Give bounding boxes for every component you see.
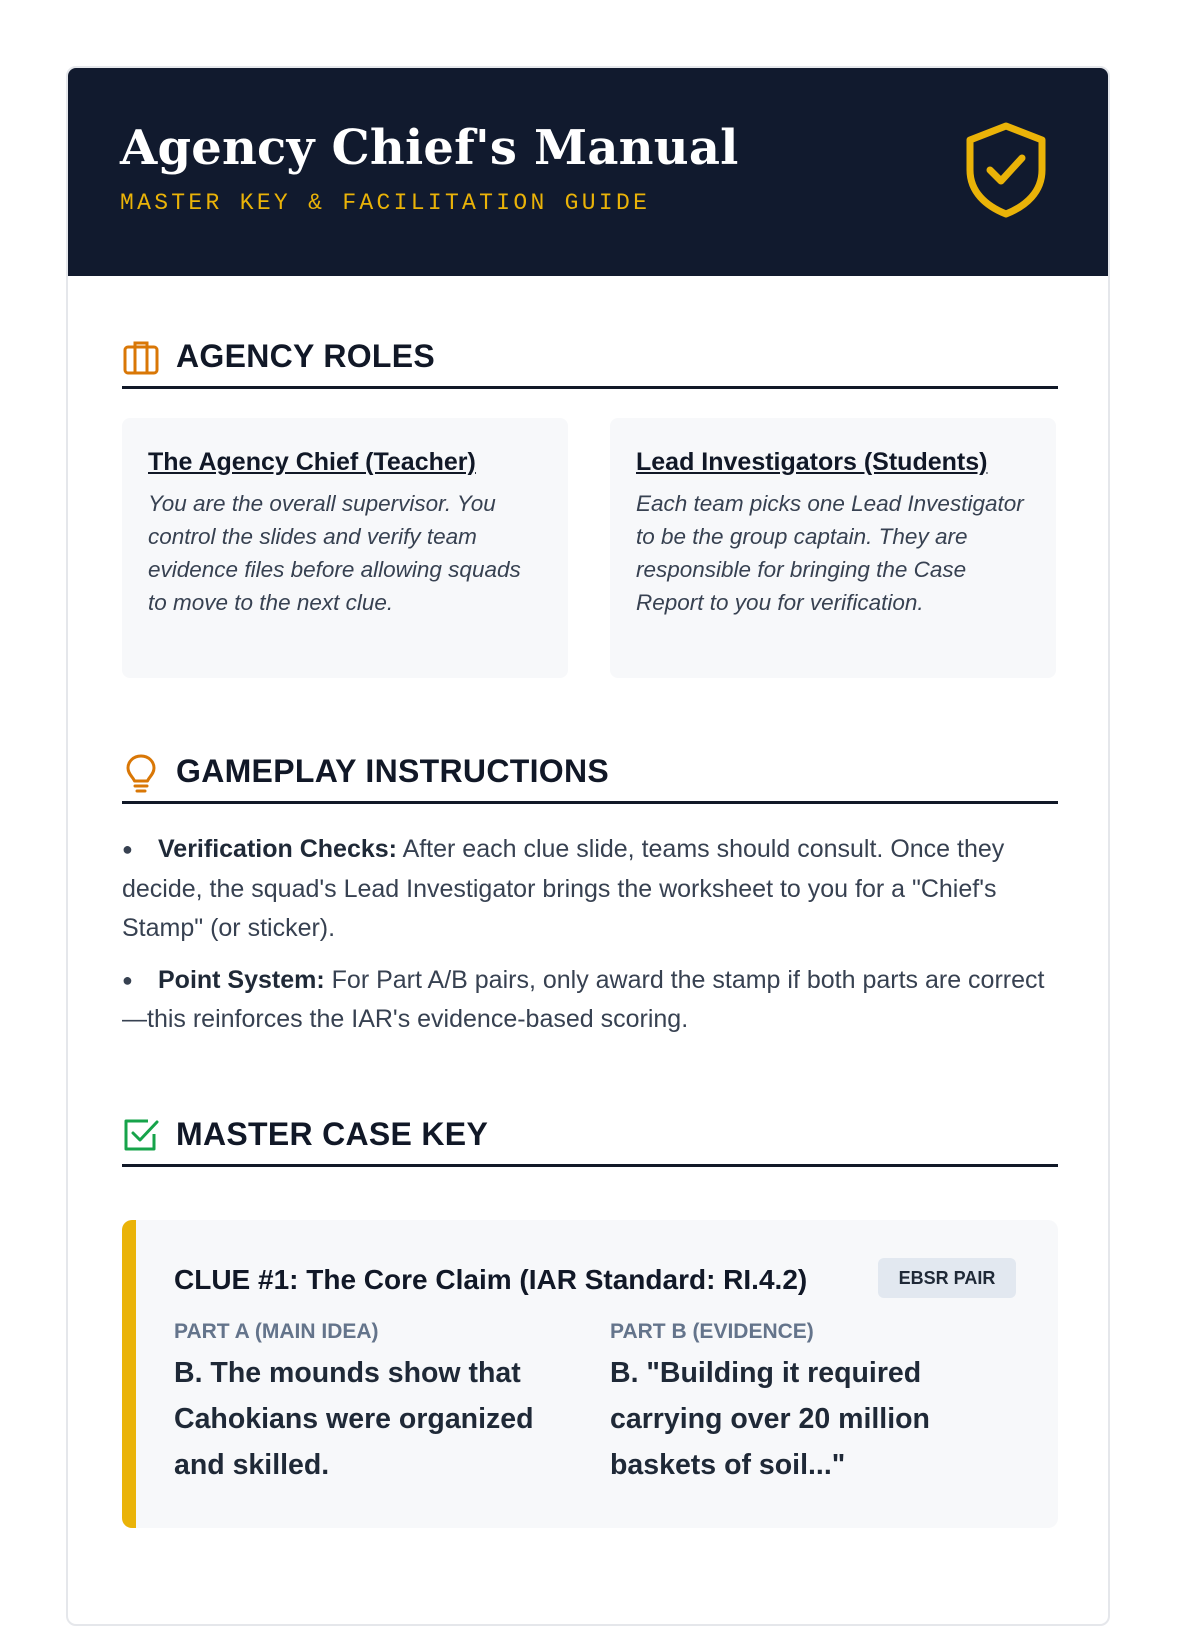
section-title: MASTER CASE KEY — [176, 1116, 489, 1152]
role-description: Each team picks one Lead Investigator to be the group captain. They are responsible for bringing the Case Report to you for verification. — [636, 491, 1024, 615]
bullet-icon: ● — [122, 969, 133, 990]
part-b — [610, 1320, 1010, 1488]
ebsr-badge: EBSR PAIR — [878, 1258, 1016, 1298]
shield-check-icon — [964, 120, 1048, 220]
clue-title: CLUE #1: The Core Claim (IAR Standard: RI.4.2) — [174, 1264, 808, 1295]
section-title: GAMEPLAY INSTRUCTIONS — [176, 753, 610, 789]
page-subtitle: MASTER KEY & FACILITATION GUIDE — [120, 190, 651, 216]
part-b-label: PART B (EVIDENCE) — [610, 1320, 814, 1343]
role-card-teacher — [122, 418, 568, 678]
item-text: After each clue slide, teams should consult. Once they decide, the squad's Lead Investigator brings the worksheet to you for a "Chief's Stamp" (or sticker). — [122, 835, 1005, 942]
item-label: Verification Checks: — [158, 835, 397, 863]
page-title: Agency Chief's Manual — [120, 120, 739, 176]
item-label: Point System: — [158, 965, 325, 994]
clue-card — [122, 1220, 1058, 1528]
manual-card — [66, 66, 1110, 1626]
list-item — [122, 830, 1062, 949]
part-a-label: PART A (MAIN IDEA) — [174, 1320, 379, 1343]
item-text: For Part A/B pairs, only award the stamp if both parts are correct—this reinforces the IAR's evidence-based scoring. — [122, 965, 1045, 1033]
instruction-list — [122, 830, 1062, 1052]
role-title: The Agency Chief (Teacher) — [148, 448, 476, 476]
list-item — [122, 961, 1062, 1040]
part-a — [174, 1320, 574, 1488]
lightbulb-icon — [122, 753, 160, 793]
section-gameplay-instructions — [122, 745, 1058, 804]
section-master-case-key — [122, 1108, 1058, 1167]
section-agency-roles — [122, 330, 1058, 389]
part-b-answer: B. "Building it required carrying over 20 million baskets of soil..." — [610, 1357, 930, 1481]
role-card-students — [610, 418, 1056, 678]
clue-accent-bar — [122, 1220, 136, 1528]
role-title: Lead Investigators (Students) — [636, 448, 988, 476]
header-banner — [68, 68, 1108, 276]
role-description: You are the overall supervisor. You control the slides and verify team evidence files before allowing squads to move to the next clue. — [148, 491, 521, 615]
checkbox-icon — [122, 1116, 160, 1154]
section-title: AGENCY ROLES — [176, 338, 436, 374]
bullet-icon: ● — [122, 839, 133, 859]
part-a-answer: B. The mounds show that Cahokians were organized and skilled. — [174, 1357, 534, 1481]
briefcase-icon — [122, 338, 160, 376]
